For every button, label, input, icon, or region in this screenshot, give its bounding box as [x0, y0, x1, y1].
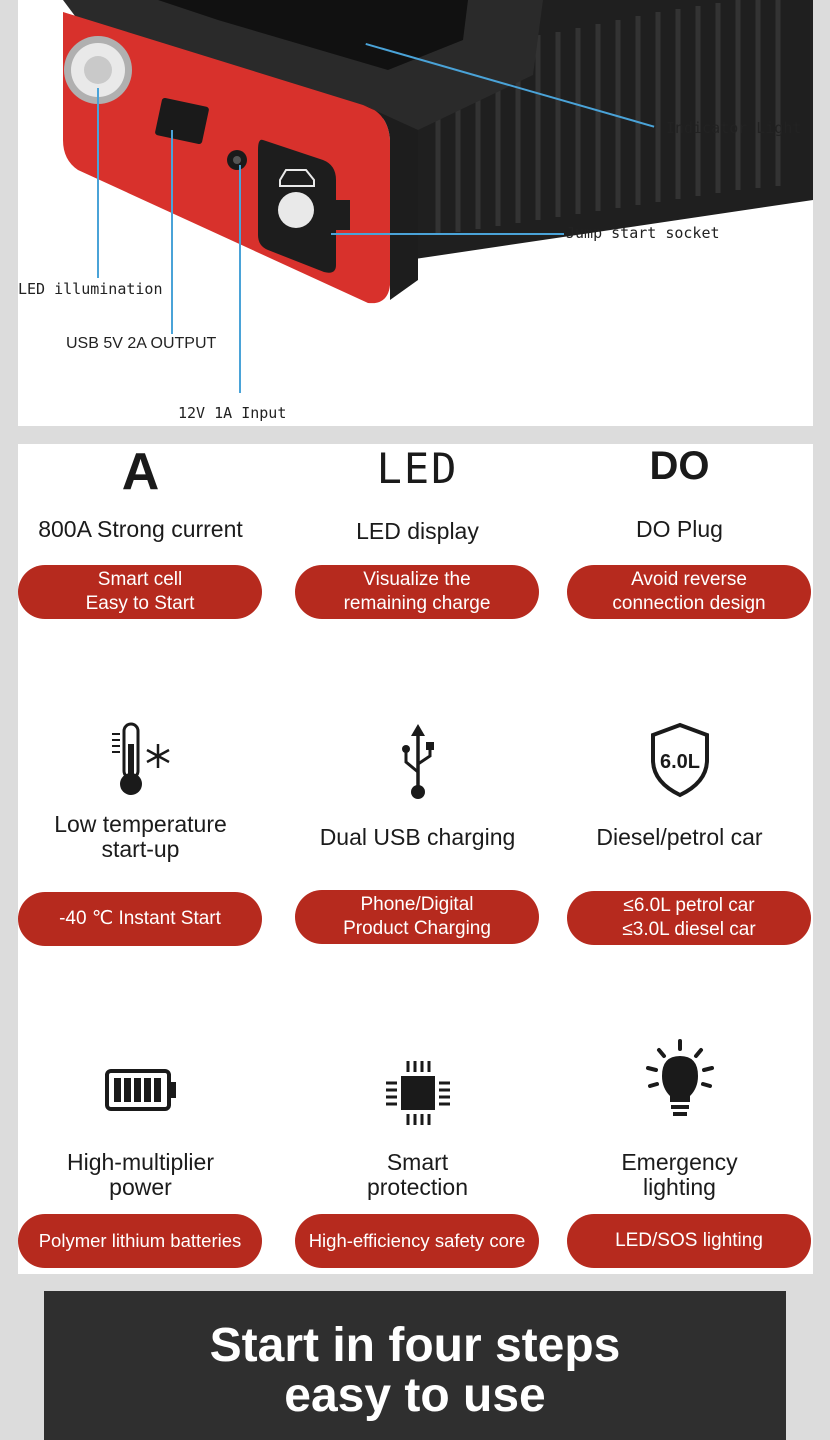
feature-pill	[295, 1214, 539, 1268]
steps-title-line1: Start in four steps	[209, 1319, 621, 1372]
title-line: High-multiplier	[67, 1149, 214, 1175]
pill-line: Smart cell	[97, 569, 183, 590]
title-line: Low temperature	[54, 811, 227, 837]
pill-line: ≤3.0L diesel car	[622, 919, 756, 940]
feature-strong-current	[18, 444, 263, 624]
pill-line: Polymer lithium batteries	[38, 1230, 242, 1251]
feature-pill	[18, 565, 262, 619]
feature-high-multiplier	[18, 1038, 263, 1270]
feature-led-display	[295, 444, 540, 624]
feature-pill	[567, 891, 811, 945]
do-plug-icon: DO	[649, 444, 710, 488]
light-bulb-icon	[557, 1038, 802, 1129]
pill-line: High-efficiency safety core	[308, 1230, 526, 1251]
feature-title	[557, 1150, 802, 1200]
thermometer-snowflake-icon	[18, 720, 263, 805]
feature-pill	[18, 1214, 262, 1268]
pill-line: remaining charge	[343, 593, 491, 614]
feature-low-temperature	[18, 720, 263, 950]
engine-size-shield-icon	[557, 722, 802, 803]
led-illumination-label: LED illumination	[18, 280, 163, 298]
feature-title: Diesel/petrol car	[596, 824, 763, 850]
steps-banner	[44, 1291, 786, 1440]
usb-output-label: USB 5V 2A OUTPUT	[66, 335, 217, 352]
jump-start-socket-label: Jump start socket	[566, 224, 720, 242]
title-line: Emergency	[621, 1149, 738, 1175]
feature-title	[295, 1150, 540, 1200]
jump-starter-device	[18, 0, 813, 426]
feature-title: DO Plug	[636, 516, 723, 542]
pill-line: connection design	[612, 593, 766, 614]
title-line: protection	[366, 1174, 468, 1200]
title-line: Smart	[386, 1149, 449, 1175]
feature-pill	[295, 565, 539, 619]
jump-socket-leader-line	[331, 233, 564, 235]
steps-title-line2: easy to use	[284, 1369, 546, 1422]
feature-pill	[567, 565, 811, 619]
ampere-letter-icon: A	[121, 443, 160, 501]
chip-icon	[295, 1058, 540, 1133]
feature-pill	[567, 1214, 811, 1268]
title-line: start-up	[101, 836, 180, 862]
pill-line: -40 ℃ Instant Start	[59, 908, 221, 929]
feature-pill	[295, 890, 539, 944]
pill-line: ≤6.0L petrol car	[623, 895, 755, 916]
pill-line: Product Charging	[343, 918, 491, 939]
features-grid	[18, 444, 813, 1274]
input-leader-line	[239, 165, 241, 393]
feature-smart-protection	[295, 1038, 540, 1270]
feature-emergency-lighting	[567, 1038, 812, 1270]
pill-line: Easy to Start	[85, 593, 195, 614]
feature-title: LED display	[356, 518, 479, 544]
led-leader-line	[97, 88, 99, 278]
battery-icon	[18, 1068, 263, 1119]
title-line: lighting	[643, 1174, 716, 1200]
usb-leader-line	[171, 130, 173, 334]
pill-line: Visualize the	[363, 569, 471, 590]
feature-diesel-petrol	[567, 720, 812, 950]
pill-line: Avoid reverse	[631, 569, 747, 590]
pill-line: Phone/Digital	[360, 894, 474, 915]
feature-do-plug	[567, 444, 812, 624]
led-display-icon: LED	[376, 444, 459, 493]
feature-title: Dual USB charging	[319, 824, 516, 850]
feature-dual-usb	[295, 720, 540, 950]
title-line: power	[109, 1174, 172, 1200]
usb-icon	[295, 722, 540, 807]
feature-pill	[18, 892, 262, 946]
svg-text:6.0L: 6.0L	[659, 751, 700, 773]
feature-title: 800A Strong current	[38, 516, 243, 542]
indicator-light-label: Indicator Light	[666, 119, 802, 137]
feature-title	[18, 812, 263, 862]
input-label: 12V 1A Input	[178, 404, 287, 422]
feature-title	[18, 1150, 263, 1200]
pill-line: LED/SOS lighting	[615, 1230, 763, 1251]
product-diagram-panel	[18, 0, 813, 426]
